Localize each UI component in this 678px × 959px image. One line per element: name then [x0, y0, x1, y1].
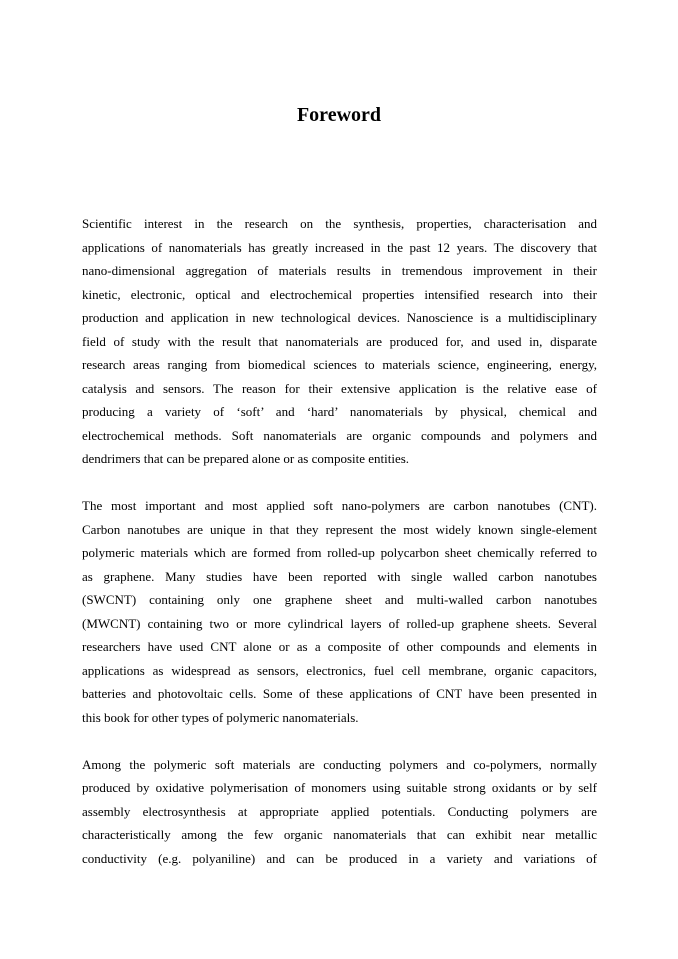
text-line: (SWCNT) containing only one graphene sheet and multi-walled carbon nanotubes — [82, 592, 597, 607]
text-line: this book for other types of polymeric nanomaterials. — [82, 709, 359, 725]
text-line: as graphene. Many studies have been reported with single walled carbon nanotubes — [82, 568, 597, 584]
text-line: catalysis and sensors. The reason for their extensive application is the relative ease of — [82, 380, 597, 396]
text-line: research areas ranging from biomedical sciences to materials science, engineering, energy, — [82, 357, 597, 372]
text-line: assembly electrosynthesis at appropriate applied potentials. Conducting polymers are — [82, 803, 597, 819]
text-line: producing a variety of ‘soft’ and ‘hard’ nanomaterials by physical, chemical and — [82, 404, 597, 419]
text-line: characteristically among the few organic nanomaterials that can exhibit near metallic — [82, 827, 597, 842]
text-line: field of study with the result that nanomaterials are produced for, and used in, disparate — [82, 333, 597, 349]
text-line: polymeric materials which are formed from rolled-up polycarbon sheet chemically referred to — [82, 545, 597, 560]
body-text — [82, 212, 597, 894]
paragraph-1 — [82, 212, 597, 471]
text-line: (MWCNT) containing two or more cylindrical layers of rolled-up graphene sheets. Several — [82, 615, 597, 631]
text-line: Carbon nanotubes are unique in that they represent the most widely known single-element — [82, 521, 597, 537]
text-line: dendrimers that can be prepared alone or as composite entities. — [82, 451, 410, 466]
paragraph-3 — [82, 753, 597, 871]
text-line: nano-dimensional aggregation of materials results in tremendous improvement in their — [82, 263, 597, 278]
text-line: Scientific interest in the research on the synthesis, properties, characterisation and — [82, 216, 597, 231]
text-line: kinetic, electronic, optical and electrochemical properties intensified research into their — [82, 286, 597, 302]
text-line: Among the polymeric soft materials are conducting polymers and co-polymers, normally — [82, 756, 597, 772]
paragraph-2 — [82, 494, 597, 729]
text-line: applications as widespread as sensors, electronics, fuel cell membrane, organic capacitors, — [82, 662, 597, 678]
text-line: production and application in new technological devices. Nanoscience is a multidisciplinary — [82, 310, 597, 325]
text-line: batteries and photovoltaic cells. Some of these applications of CNT have been presented in — [82, 686, 597, 701]
text-line: researchers have used CNT alone or as a composite of other compounds and elements in — [82, 639, 597, 654]
text-line: conductivity (e.g. polyaniline) and can be produced in a variety and variations of — [82, 850, 597, 866]
text-line: applications of nanomaterials has greatly increased in the past 12 years. The discovery that — [82, 239, 597, 255]
text-line: produced by oxidative polymerisation of monomers using suitable strong oxidants or by self — [82, 780, 597, 795]
text-line: The most important and most applied soft nano-polymers are carbon nanotubes (CNT). — [82, 498, 597, 513]
page-title: Foreword — [296, 104, 382, 126]
text-line: electrochemical methods. Soft nanomaterials are organic compounds and polymers and — [82, 427, 597, 443]
